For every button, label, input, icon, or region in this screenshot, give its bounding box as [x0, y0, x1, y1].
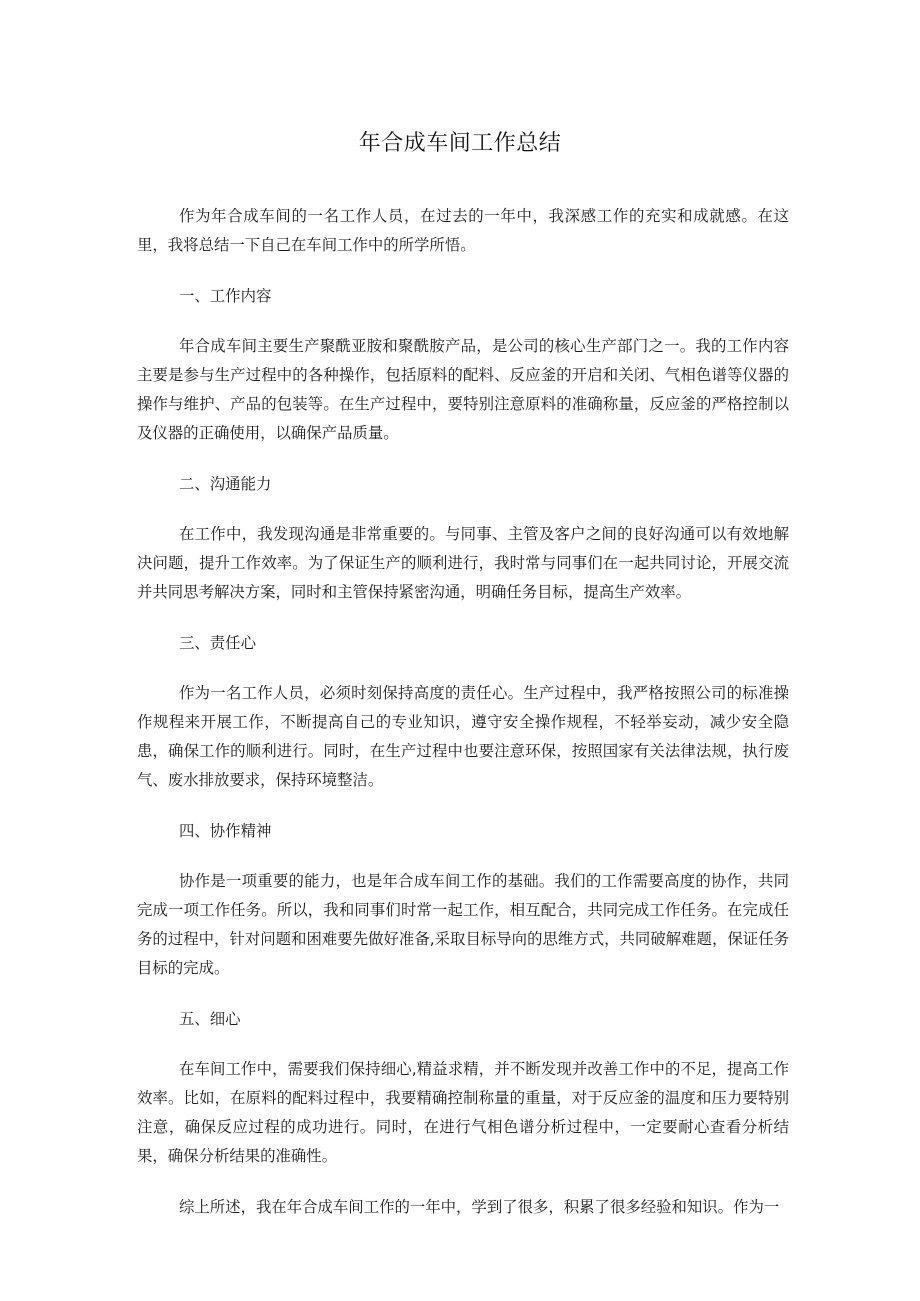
section-heading-communication: 二、沟通能力 — [179, 475, 272, 493]
section-heading-carefulness: 五、细心 — [179, 1010, 241, 1028]
document-title: 年合成车间工作总结 — [358, 131, 562, 156]
section-heading-teamwork: 四、协作精神 — [179, 822, 272, 840]
section-body-communication: 在工作中，我发现沟通是非常重要的。与同事、主管及客户之间的良好沟通可以有效地解决问题，提升工作效率。为了保证生产的顺利进行，我时常与同事们在一起共同讨论，开展交流并共同思考解决方案，同时和主管保持紧密沟通，明确任务目标，提高生产效率。 — [137, 525, 789, 601]
document-body — [137, 202, 789, 1244]
conclusion-paragraph: 综上所述，我在年合成车间工作的一年中，学到了很多，积累了很多经验和知识。作为一 — [179, 1198, 780, 1216]
section-body-teamwork: 协作是一项重要的能力，也是年合成车间工作的基础。我们的工作需要高度的协作，共同完成一项工作任务。所以，我和同事们时常一起工作，相互配合，共同完成工作任务。在完成任务的过程中，针对问题和困难要先做好准备,采取目标导向的思维方式，共同破解难题，保证任务目标的完成。 — [137, 872, 789, 977]
section-body-work-content: 年合成车间主要生产聚酰亚胺和聚酰胺产品，是公司的核心生产部门之一。我的工作内容主要是参与生产过程中的各种操作，包括原料的配料、反应釜的开启和关闭、气相色谱等仪器的操作与维护、产品的包装等。在生产过程中，要特别注意原料的准确称量，反应釜的严格控制以及仪器的正确使用，以确保产品质量。 — [137, 337, 789, 442]
section-heading-responsibility: 三、责任心 — [179, 634, 256, 652]
section-heading-work-content: 一、工作内容 — [179, 287, 272, 305]
intro-paragraph: 作为年合成车间的一名工作人员，在过去的一年中，我深感工作的充实和成就感。在这里，我将总结一下自己在车间工作中的所学所悟。 — [137, 207, 789, 254]
section-body-carefulness: 在车间工作中，需要我们保持细心,精益求精，并不断发现并改善工作中的不足，提高工作效率。比如，在原料的配料过程中，我要精确控制称量的重量，对于反应釜的温度和压力要特别注意，确保反应过程的成功进行。同时，在进行气相色谱分析过程中，一定要耐心查看分析结果，确保分析结果的准确性。 — [137, 1060, 789, 1165]
section-body-responsibility: 作为一名工作人员，必须时刻保持高度的责任心。生产过程中，我严格按照公司的标准操作规程来开展工作，不断提高自己的专业知识，遵守安全操作规程，不轻举妄动，减少安全隐患，确保工作的顺利进行。同时，在生产过程中也要注意环保，按照国家有关法律法规，执行废气、废水排放要求，保持环境整洁。 — [137, 684, 789, 789]
